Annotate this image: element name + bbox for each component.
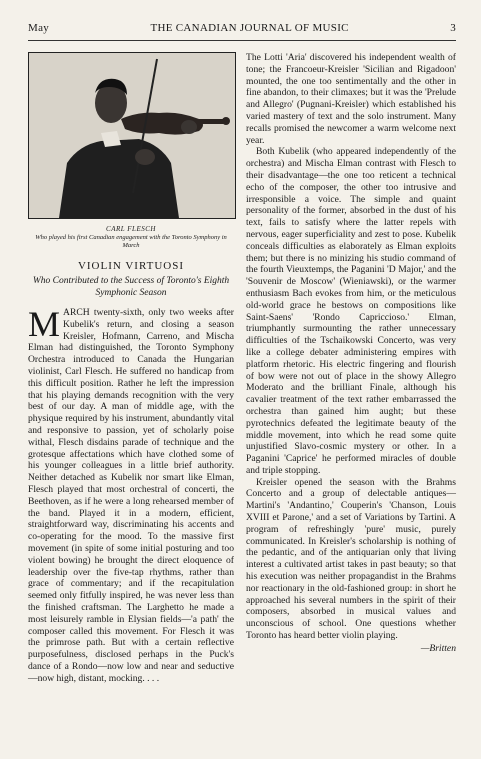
article-body-right [246, 52, 456, 642]
article-title: VIOLIN VIRTUOSI [77, 260, 185, 272]
right-column [246, 52, 456, 654]
article-body-left [28, 304, 234, 685]
left-column [28, 52, 234, 685]
running-header [28, 22, 456, 34]
violinist-illustration [29, 53, 235, 218]
left-body-text: ARCH twenty-sixth, only two weeks after Kubelik's return, and closing a season Kreisler, Hofmann, Carreno, and Mischa Elman had distinguished, the Toronto Symphony Orchestra introduced to Canada the Hungarian violinist, Carl Flesch. He suffered no handicap from this difficult position. Rather he left the impression that his playing demands recognition with the very best of our day. A man of middle age, with the physique required by his instrument, abundantly vital and responsive to passion, yet of scholarly poise withal, Flesch disdains parade of technique and the grotesque affectations which have clothed some of his younger colleagues in a little brief authority. Neither detached as Kubelik nor smart like Elman, Flesch played that most orchestral of concerti, the Beethoven, as if he were a long rehearsed member of the band. Played it in a modern, efficient, straightforward way, discriminating his accents and co-operating for the mood. To the massive first movement (in spite of some initial posturing and too violent bowing) he brought the direct eloquence of leadership over the five-tap rhythms, rather than grace of commentary; and if the recapitulation seemed only fitfully inspired, he was never less than the finished craftsman. The Larghetto he made a most leisurely ramble in Elysian fields—'a path' the composer called this movement. For Flesch it was the primrose path. But with a certain reflective purposefulness, disclosed perhaps in the Puck's dance of a Rondo—now low and near and seductive—now high, distant, mocking. . . . [28, 307, 234, 684]
header-page-number: 3 [450, 22, 456, 34]
header-rule [28, 40, 456, 41]
photo-caption-name: CARL FLESCH [106, 225, 156, 233]
photo-caption-text: Who played his first Canadian engagement with the Toronto Symphony in March [35, 234, 227, 249]
violinist-photo [28, 52, 236, 219]
header-journal-title: THE CANADIAN JOURNAL OF MUSIC [150, 22, 349, 34]
author-signature: —Britten [420, 642, 456, 654]
drop-cap: M [28, 304, 61, 344]
paragraph: Kreisler opened the season with the Brahms Concerto and a group of delectable antiques—Martini's 'Andantino,' Couperin's 'Chanson, Louis XVIII et Parone,' and a set of Variations by Tartini. A program of refreshingly 'pure' music, purely communicated. In Kreisler's scholarship is nothing of the pedantic, and of the antiquarian only that living interest a cultivated artist takes in past beauty; so that his execution was neither propagandist in the Brahms nor reactionary in the old-fashioned group: in short he approached his several numbers in the spirit of their composers, absorbed in musical values and unconscious of school. One questions whether Toronto has heard better violin playing. [246, 476, 456, 642]
paragraph: Both Kubelik (who appeared independently of the orchestra) and Mischa Elman contrast with Flesch to their disadvantage—the one too reticent a technical echo of the composer, the other too intrusive and irresponsible a voice. The simple and quaint personality of the former, absorbed in the dust of his text, fails to satisfy where the latter repels with nervous, eager superficiality and zest to pose. Kubelik conceals difficulties as elaborately as Elman exploits them; but there is no minizing his studio command of the fourth Vieuxtemps, the Paganini 'D Major,' and the 'Souvenir de Moscow' (Wieniawski), or the warmer enthusiasm Bach evokes from him, or the meticulous old-world grace he bestows on compositions like Saint-Saens' 'Rondo Capriccioso.' Elman, triumphantly surmounting the rather unnecessary difficulties of the Tschaikowski Concerto, was very like a college debater administering empires with platform rhetoric. His electric fingering and flourish of bow were not out of place in the showy Allegro Moderato and the brilliant Finale, although his cavalier treatment of the text rather embarrassed the orchestra than gained him aught; but these pyrotechnics defeated the legitimate beauty of the middle movement, into which he read some quite unjustified Slavo-cosmic mystery or other. In a Paganini 'Caprice' he performed miracles of double and triple stopping. [246, 146, 456, 476]
article-subtitle: Who Contributed to the Success of Toronto's Eighth Symphonic Season [32, 276, 230, 298]
header-month: May [28, 22, 50, 34]
paragraph: The Lotti 'Aria' discovered his independent wealth of tone; the Francoeur-Kreisler 'Sicilian and Rigadoon' mounted, the one too sentimentally and the other in fine abandon, to their climaxes; but it was the 'Prelude and Allegro' (Pugnani-Kreisler) which established his varied mastery of text and the solo instrument. Many recalls promised the newcomer a warm welcome next year. [246, 52, 456, 146]
